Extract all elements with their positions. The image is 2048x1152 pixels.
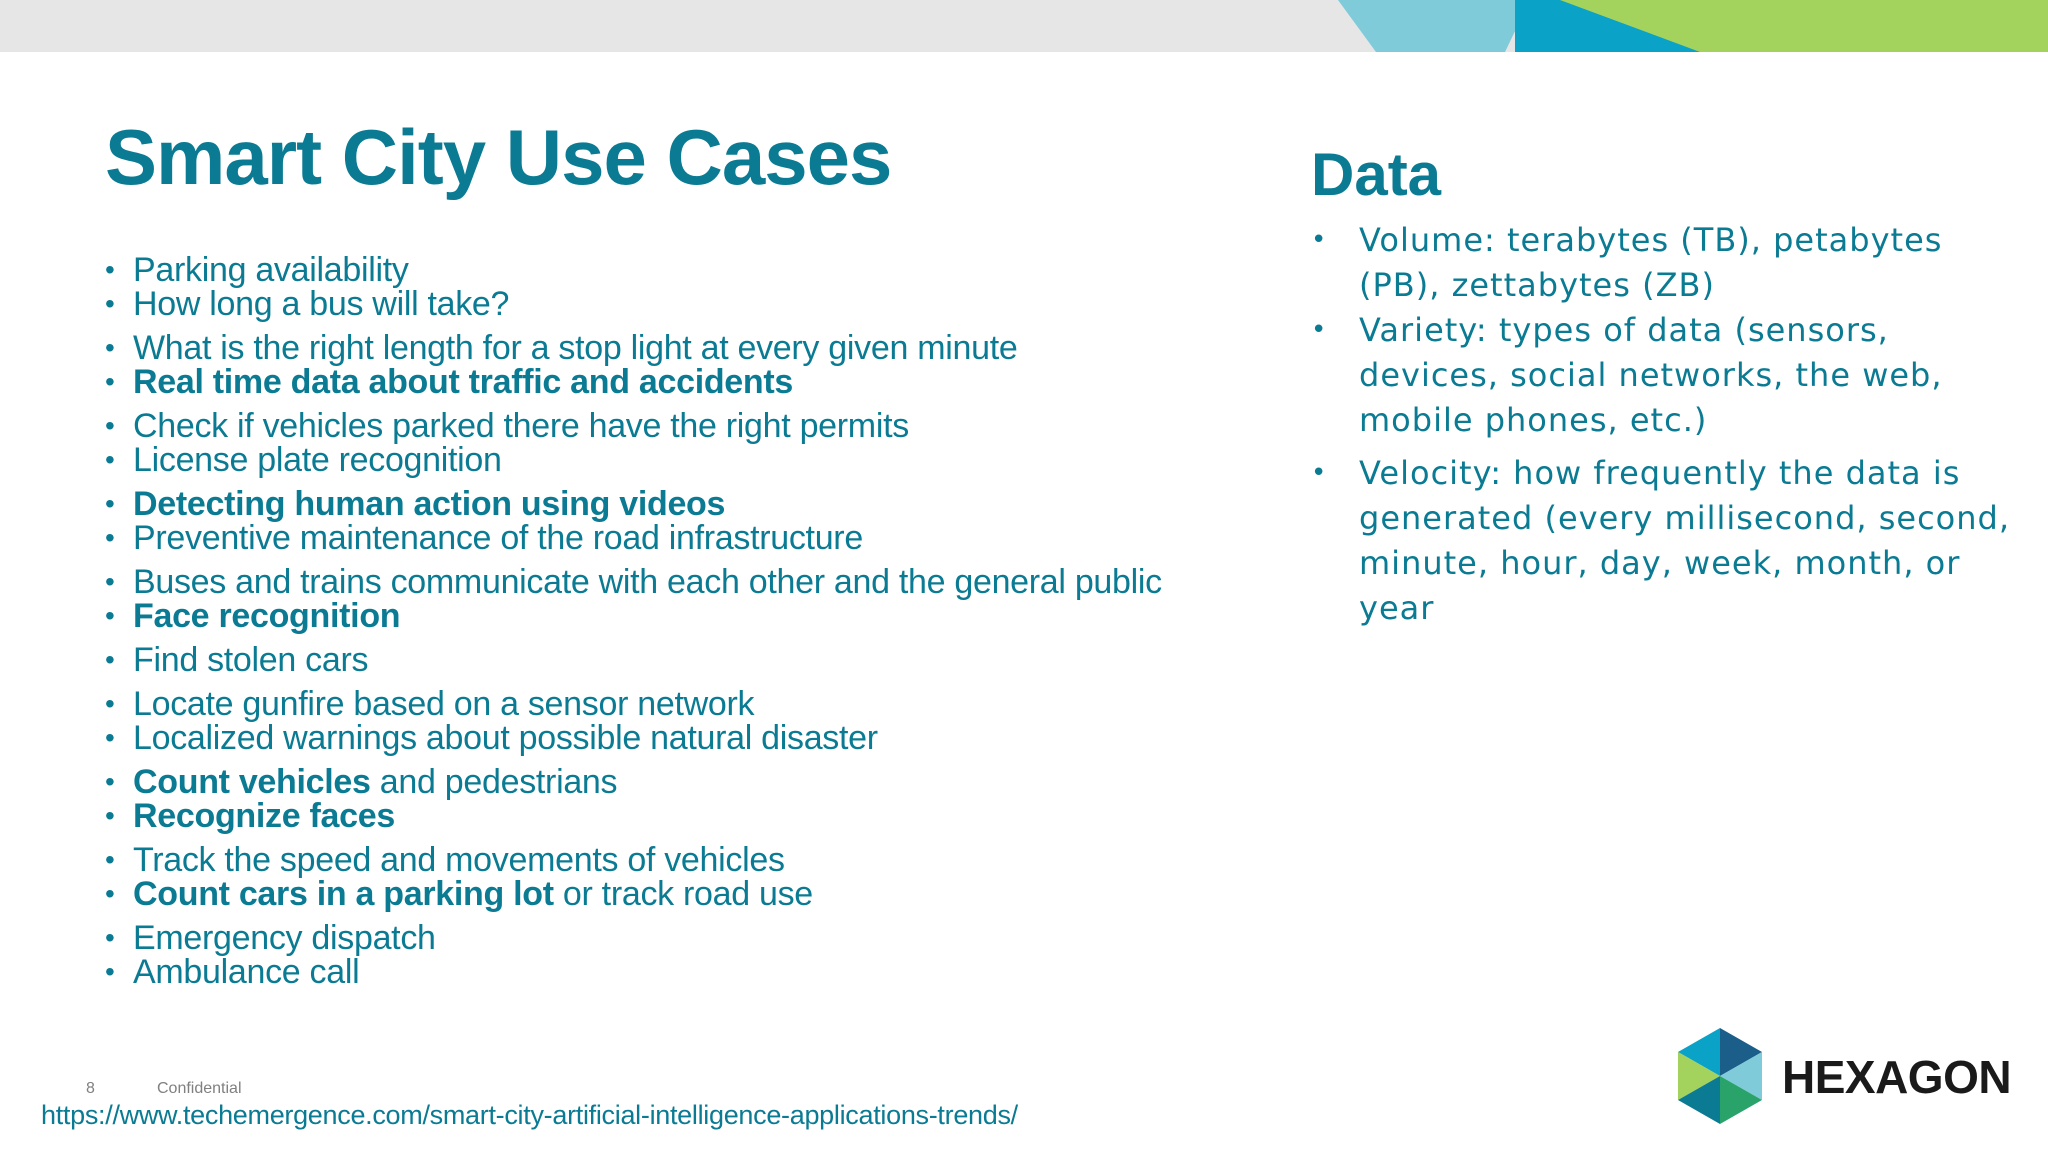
- use-case-text: Find stolen cars: [133, 641, 369, 679]
- use-case-text: Buses and trains communicate with each other and the general public: [133, 563, 1162, 601]
- use-cases-list: [105, 253, 1305, 989]
- data-section-title: Data: [1311, 141, 1442, 208]
- confidential-label: Confidential: [157, 1080, 242, 1097]
- use-case-item: [105, 721, 1305, 755]
- source-url-link[interactable]: https://www.techemergence.com/smart-city-artificial-intelligence-applications-trends/: [41, 1100, 1018, 1130]
- use-case-item: [105, 487, 1305, 521]
- use-case-item: [105, 253, 1305, 287]
- hexagon-logo: [1676, 1028, 2016, 1124]
- use-case-bold-text: Recognize faces: [133, 797, 395, 835]
- top-band-decoration: [0, 0, 2048, 56]
- bullet-icon: •: [105, 566, 115, 597]
- data-item: [1311, 451, 2011, 631]
- bullet-icon: •: [1311, 315, 1328, 345]
- use-case-item: [105, 799, 1305, 833]
- slide-title: Smart City Use Cases: [105, 113, 892, 201]
- data-item-text: Velocity: how frequently the data is generated (every millisecond, second, minute, hour, day, week, month, or year: [1359, 454, 2011, 627]
- use-case-item: [105, 365, 1305, 399]
- data-item: [1311, 308, 2011, 443]
- use-case-text: Preventive maintenance of the road infrastructure: [133, 519, 863, 557]
- data-item-text: Variety: types of data (sensors, devices, social networks, the web, mobile phones, etc.): [1359, 311, 1943, 439]
- use-case-text: What is the right length for a stop light at every given minute: [133, 329, 1018, 367]
- bullet-icon: •: [105, 688, 115, 719]
- use-case-text: Localized warnings about possible natural disaster: [133, 719, 878, 757]
- hexagon-logo-icon: [1676, 1028, 1764, 1124]
- use-case-text: License plate recognition: [133, 441, 502, 479]
- bullet-icon: •: [105, 922, 115, 953]
- use-case-item: [105, 443, 1305, 477]
- use-case-item: [105, 921, 1305, 955]
- use-case-text: or track road use: [553, 875, 813, 913]
- use-case-text: Ambulance call: [133, 953, 360, 991]
- use-case-bold-text: Count cars in a parking lot: [133, 875, 554, 913]
- bullet-icon: •: [105, 410, 115, 441]
- use-case-item: [105, 331, 1305, 365]
- bullet-icon: •: [105, 488, 115, 519]
- bullet-icon: •: [105, 878, 115, 909]
- use-case-item: [105, 687, 1305, 721]
- bullet-icon: •: [105, 956, 115, 987]
- use-case-text: Track the speed and movements of vehicles: [133, 841, 785, 879]
- use-case-bold-text: Count vehicles: [133, 763, 371, 801]
- data-item-text: Volume: terabytes (TB), petabytes (PB), zettabytes (ZB): [1359, 221, 1943, 304]
- use-case-text: and pedestrians: [370, 763, 618, 801]
- bullet-icon: •: [105, 600, 115, 631]
- bullet-icon: •: [105, 522, 115, 553]
- use-case-item: [105, 409, 1305, 443]
- use-case-text: Parking availability: [133, 251, 409, 289]
- use-case-item: [105, 643, 1305, 677]
- use-case-item: [105, 287, 1305, 321]
- use-case-item: [105, 521, 1305, 555]
- use-case-item: [105, 765, 1305, 799]
- bullet-icon: •: [1311, 225, 1328, 255]
- use-case-item: [105, 843, 1305, 877]
- bullet-icon: •: [105, 254, 115, 285]
- data-item: [1311, 218, 2011, 308]
- bullet-icon: •: [105, 766, 115, 797]
- logo-text: HEXAGON: [1782, 1051, 2012, 1103]
- bullet-icon: •: [105, 800, 115, 831]
- bullet-icon: •: [105, 644, 115, 675]
- use-case-text: Emergency dispatch: [133, 919, 436, 957]
- bullet-icon: •: [105, 844, 115, 875]
- bullet-icon: •: [105, 366, 115, 397]
- use-case-item: [105, 877, 1305, 911]
- use-case-item: [105, 565, 1305, 599]
- use-case-text: Locate gunfire based on a sensor network: [133, 685, 755, 723]
- use-case-text: Check if vehicles parked there have the right permits: [133, 407, 909, 445]
- use-case-bold-text: Face recognition: [133, 597, 401, 635]
- use-case-item: [105, 955, 1305, 989]
- use-case-text: How long a bus will take?: [133, 285, 510, 323]
- bullet-icon: •: [1311, 458, 1328, 488]
- use-case-item: [105, 599, 1305, 633]
- bullet-icon: •: [105, 444, 115, 475]
- bullet-icon: •: [105, 722, 115, 753]
- use-case-bold-text: Detecting human action using videos: [133, 485, 726, 523]
- bullet-icon: •: [105, 288, 115, 319]
- slide-number: 8: [86, 1080, 95, 1097]
- bullet-icon: •: [105, 332, 115, 363]
- use-case-bold-text: Real time data about traffic and accidents: [133, 363, 794, 401]
- data-list: [1311, 218, 2011, 631]
